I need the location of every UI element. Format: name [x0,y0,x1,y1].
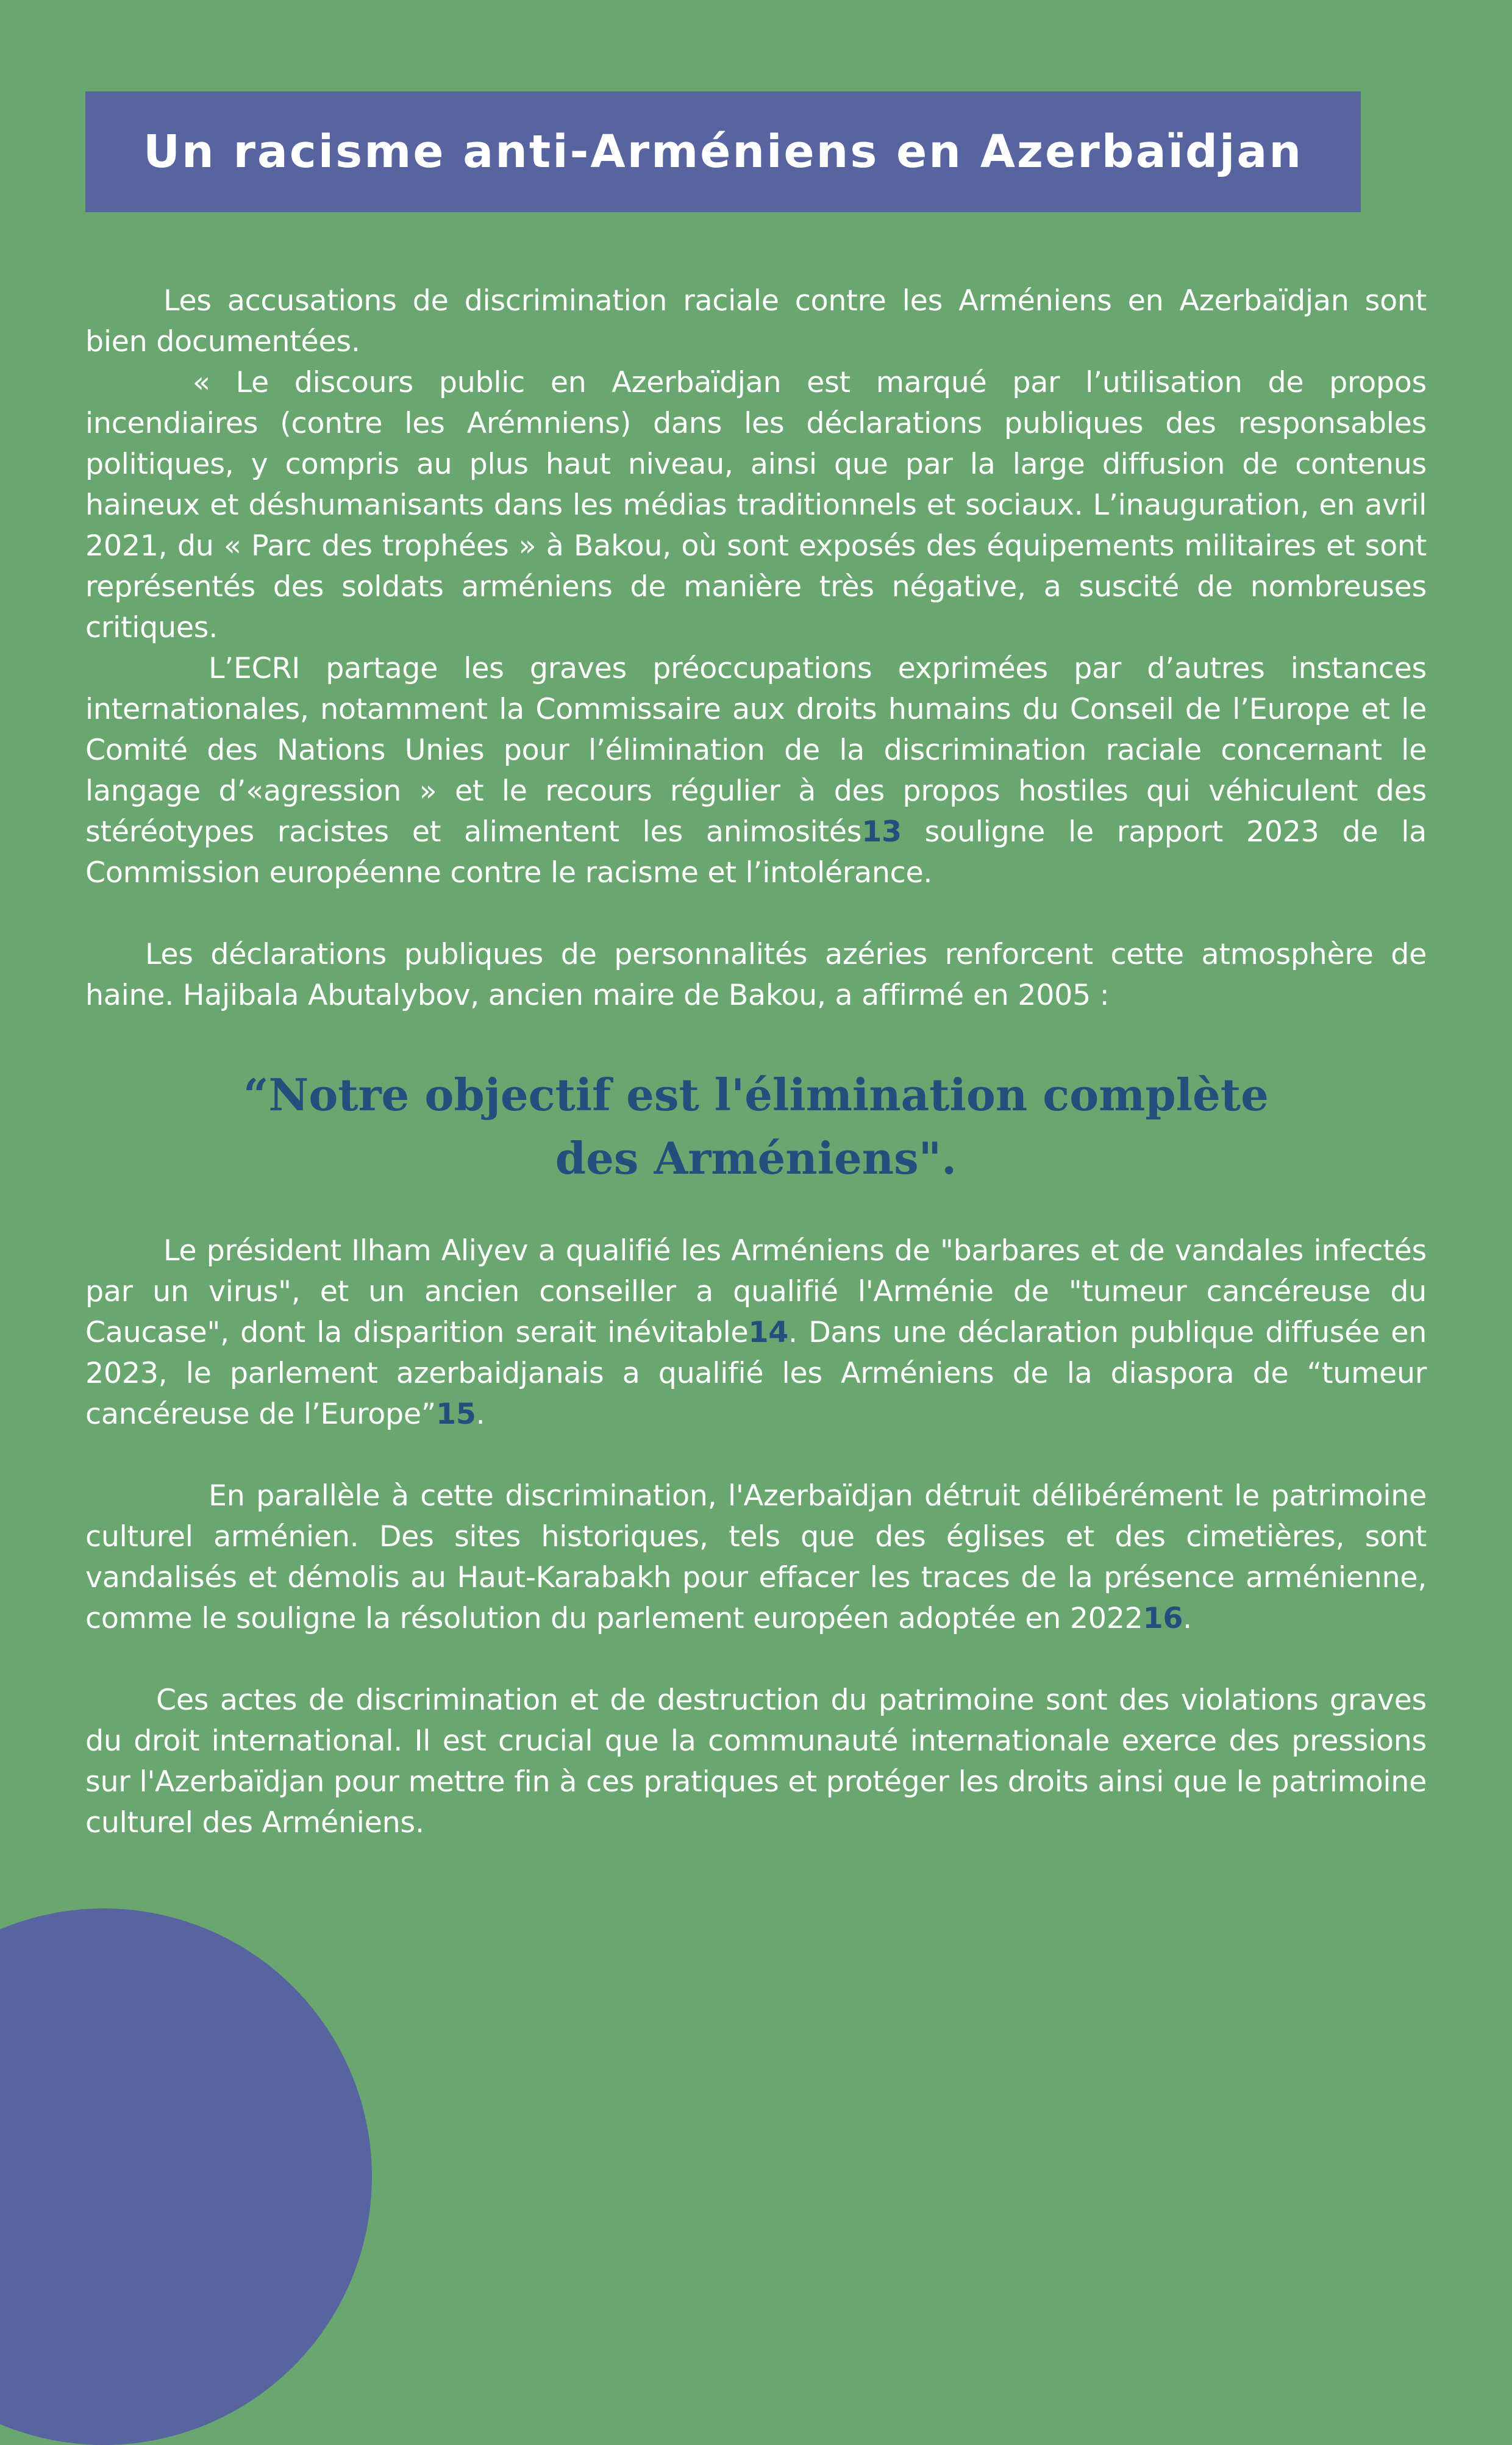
paragraph-heritage [85,1476,1427,1639]
decorative-circle [0,1908,372,2445]
paragraph-text: . [1183,1602,1192,1635]
paragraph-text: Le président Ilham Aliyev a qualifié les Arméniens de "barbares et de vandales infectés par un virus", et un ancien conseiller a qualifié l'Arménie de "tumeur cancéreuse du Caucase", dont la disparition serait inévitable [85,1234,1427,1349]
article-body [85,280,1427,1843]
paragraph-aliyev [85,1230,1427,1435]
paragraph-conclusion: Ces actes de discrimination et de destruction du patrimoine sont des violations graves du droit international. Il est crucial que la communauté internationale exerce des pressions sur l'Azerbaïdjan pour mettre fin à ces pratiques et protéger les droits ainsi que le patrimoine culturel des Arméniens. [85,1683,1427,1840]
paragraph-declarations: Les déclarations publiques de personnalités azéries renforcent cette atmosphère de haine. Hajibala Abutalybov, ancien maire de Bakou, a affirmé en 2005 : [85,938,1427,1012]
pull-quote-line-1: “Notre objectif est l'élimination complète [243,1069,1269,1121]
paragraph-intro: Les accusations de discrimination raciale contre les Arméniens en Azerbaïdjan sont bien documentées. [85,284,1427,359]
paragraph-ecri-concerns [85,648,1427,893]
footnote-ref-16: 16 [1143,1602,1183,1635]
paragraph-text: . [476,1397,485,1431]
page-title: Un racisme anti-Arméniens en Azerbaïdjan [143,126,1303,178]
pull-quote-line-2: des Arméniens". [555,1132,957,1184]
paragraph-text: . Dans une déclaration publique diffusée en 2023, le parlement azerbaidjanais a qualifié les Arméniens de la diaspora de “tumeur cancéreuse de l’Europe” [85,1316,1427,1431]
footnote-ref-13: 13 [861,815,902,849]
paragraph-text: En parallèle à cette discrimination, l'Azerbaïdjan détruit délibérément le patrimoine culturel arménien. Des sites historiques, tels que des églises et des cimetières, sont vandalisés et démolis au Haut-Karabakh pour effacer les traces de la présence arménienne, comme le souligne la résolution du parlement européen adoptée en 2022 [85,1479,1427,1635]
title-banner [85,91,1361,212]
paragraph-text: souligne le rapport 2023 de la Commission européenne contre le racisme et l’intolérance. [85,815,1427,890]
pull-quote [85,1063,1427,1190]
paragraph-ecri-quote: « Le discours public en Azerbaïdjan est marqué par l’utilisation de propos incendiaires (contre les Arémniens) dans les déclarations publiques des responsables politiques, y compris au plus haut niveau, ainsi que par la large diffusion de contenus haineux et déshumanisants dans les médias traditionnels et sociaux. L’inauguration, en avril 2021, du « Parc des trophées » à Bakou, où sont exposés des équipements militaires et sont représentés des soldats arméniens de manière très négative, a suscité de nombreuses critiques. [85,366,1427,644]
footnote-ref-15: 15 [436,1397,476,1431]
paragraph-text: L’ECRI partage les graves préoccupations exprimées par d’autres instances internationales, notamment la Commissaire aux droits humains du Conseil de l’Europe et le Comité des Nations Unies pour l’élimination de la discrimination raciale concernant le langage d’«agression » et le recours régulier à des propos hostiles qui véhiculent des stéréotypes racistes et alimentent les animosités [85,652,1427,849]
footnote-ref-14: 14 [748,1316,788,1349]
